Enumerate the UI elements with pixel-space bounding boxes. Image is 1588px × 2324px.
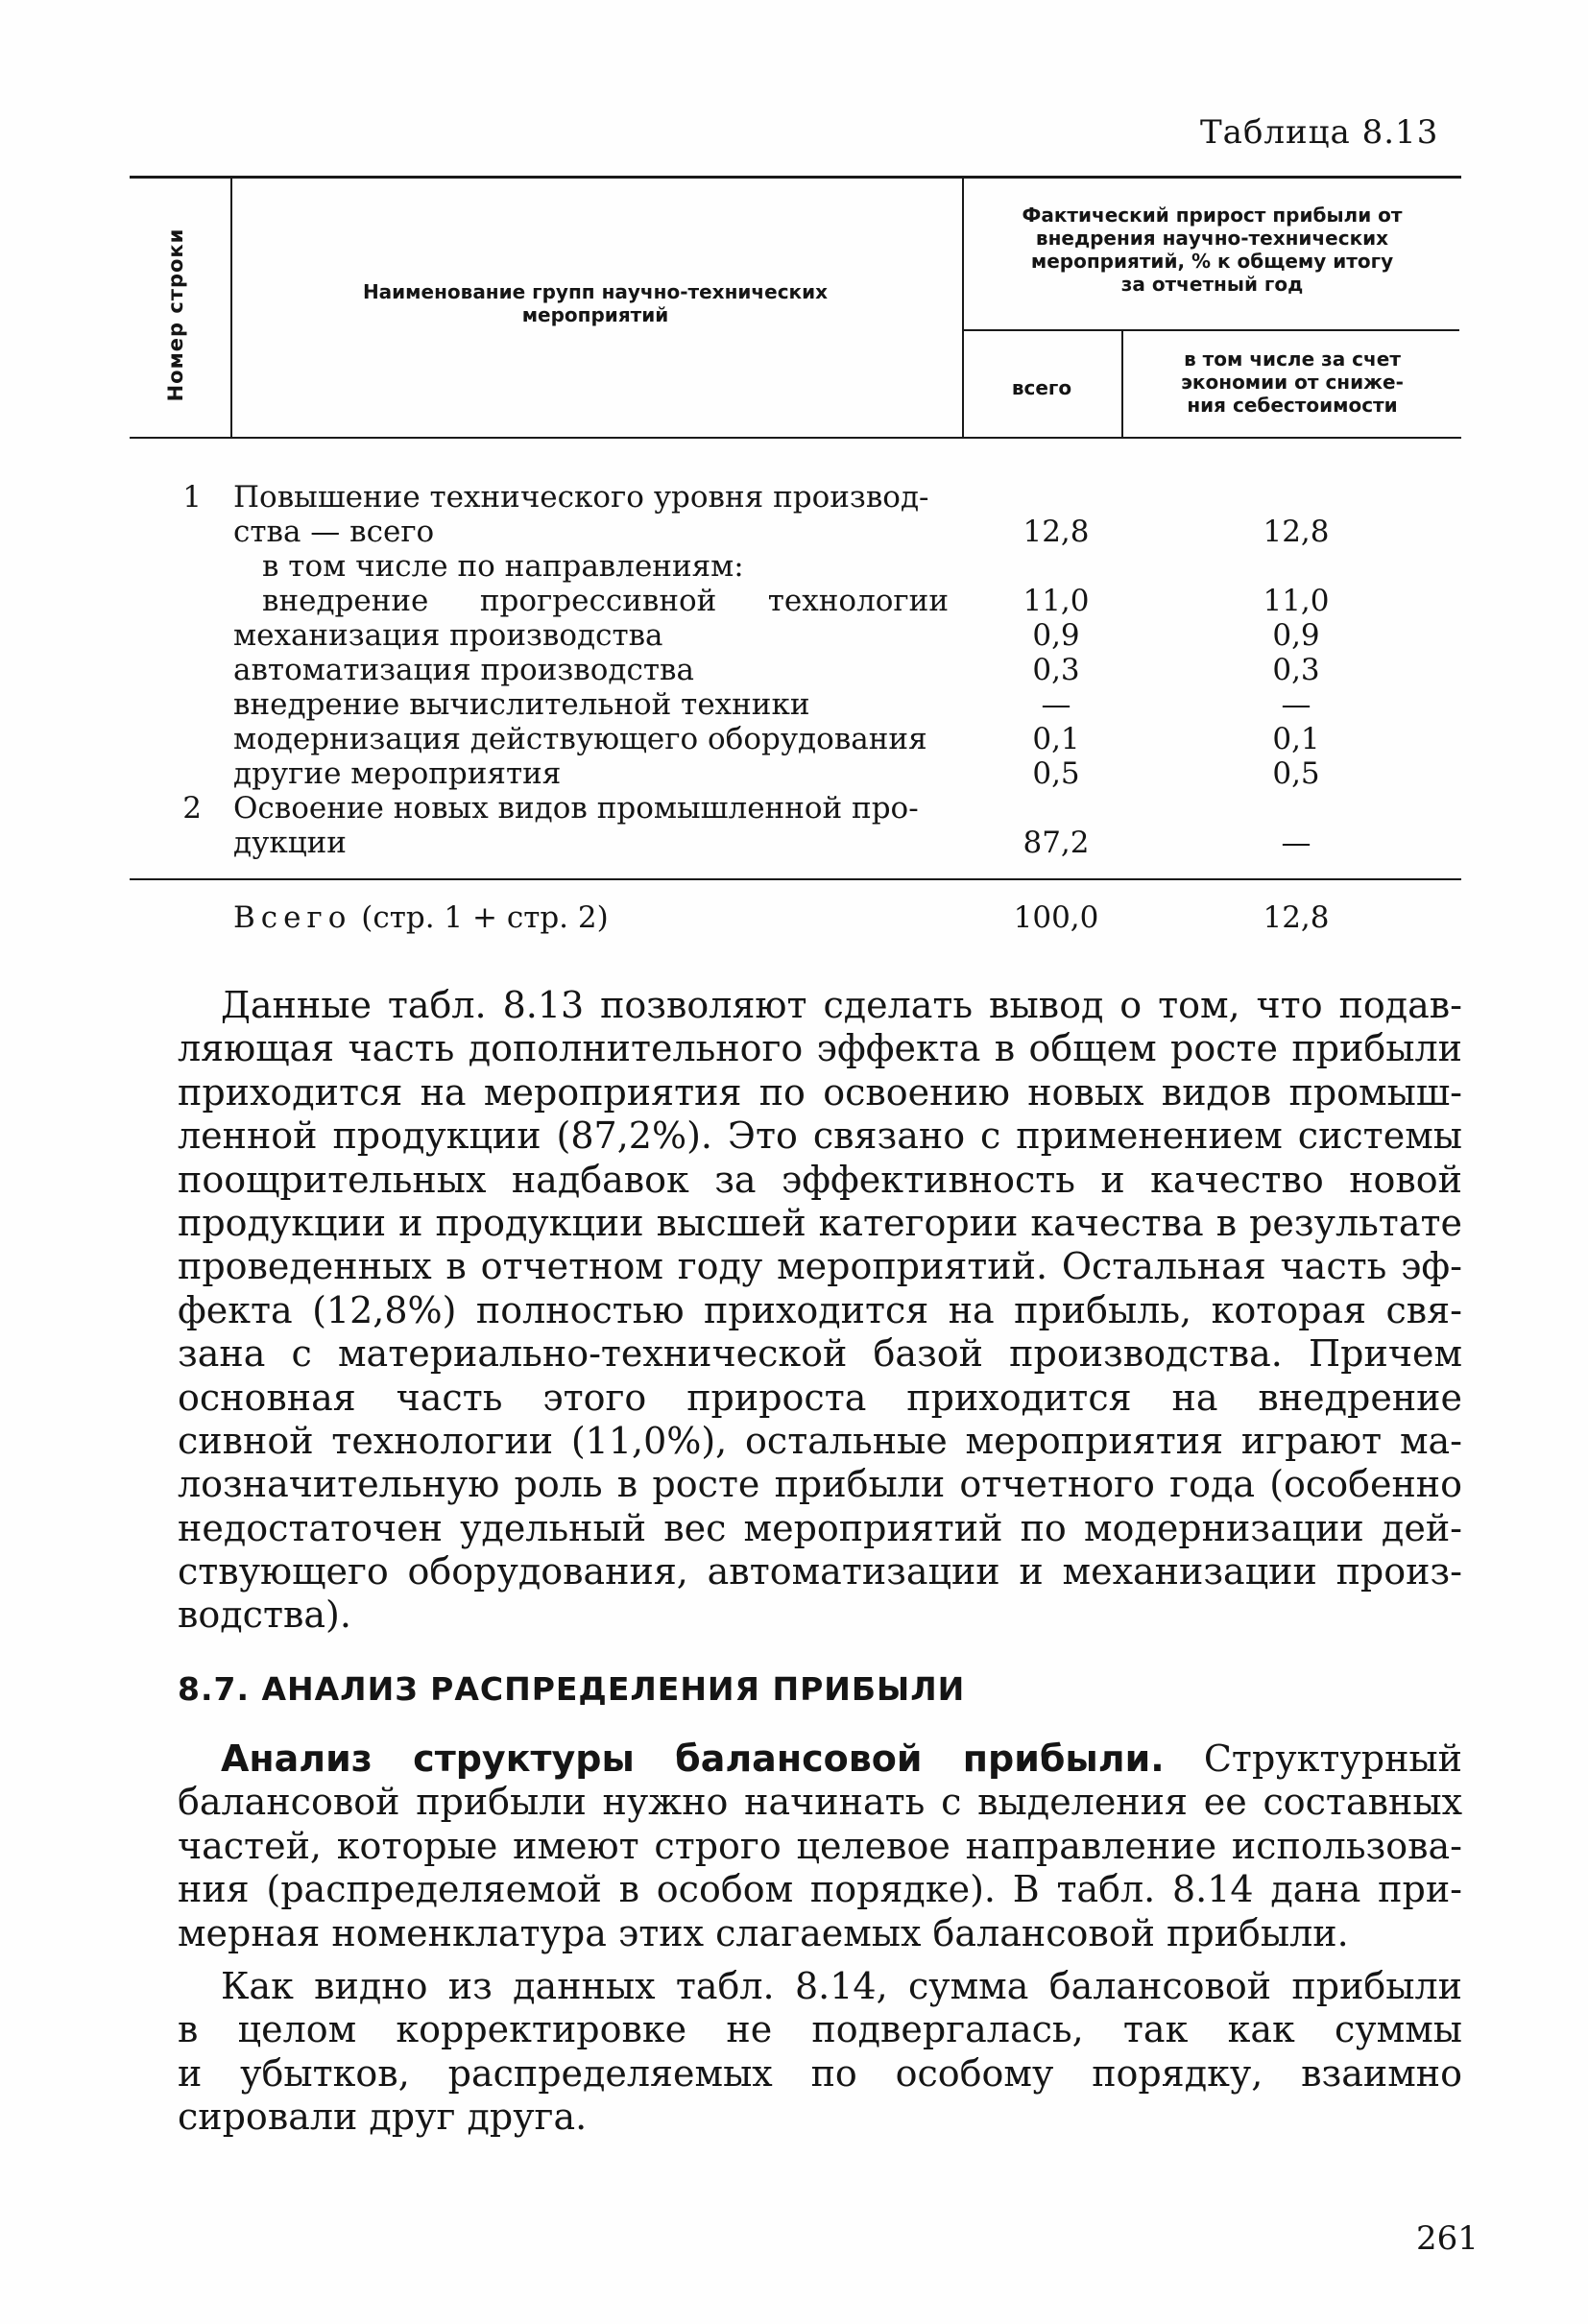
header-actual-growth-line: мероприятий, % к общему итогу — [1030, 250, 1394, 273]
text-line: сивной технологии (11,0%), остальные мероприятия играют ма- — [178, 1419, 1462, 1462]
row-label: Повышение технического уровня производ- — [233, 480, 929, 515]
table-footer-rule — [130, 878, 1461, 880]
header-actual-growth-line: за отчетный год — [1120, 273, 1304, 296]
text-line: фекта (12,8%) полностью приходится на прибыль, которая свя- — [178, 1288, 1462, 1331]
header-total: всего — [1011, 376, 1072, 399]
table-caption: Таблица 8.13 — [1200, 113, 1439, 152]
row-label: внедрение прогрессивной технологии — [262, 584, 949, 618]
text-line — [178, 1737, 1462, 1781]
col-divider-2 — [962, 178, 964, 439]
header-actual-growth — [970, 204, 1455, 296]
text-line: мерная номенклатура этих слагаемых балансовой прибыли. — [178, 1911, 1349, 1954]
header-group-name — [288, 280, 902, 326]
row-label: дукции — [233, 826, 347, 860]
row-label: механизация производства — [233, 618, 663, 653]
row-total: — — [1041, 687, 1071, 722]
header-actual-growth-line: внедрения научно-технических — [1035, 227, 1389, 250]
text-line: проведенных в отчетном году мероприятий. Остальная часть эф- — [178, 1245, 1462, 1288]
footer-total-word: Всего — [233, 900, 352, 935]
text-line: в целом корректировке не подвергалась, так как суммы — [178, 2008, 1462, 2051]
row-label: в том числе по направлениям: — [262, 549, 744, 584]
row-incl: 11,0 — [1263, 584, 1330, 618]
row-incl: — — [1281, 687, 1311, 722]
row-number: 2 — [182, 791, 202, 826]
header-actual-growth-line: Фактический прирост прибыли от — [1022, 204, 1403, 227]
header-incl-line: экономии от сниже- — [1181, 371, 1404, 394]
text-line: поощрительных надбавок за эффективность и качество новой — [178, 1158, 1462, 1201]
row-label: автоматизация производства — [233, 653, 694, 687]
row-total: 12,8 — [1023, 515, 1090, 549]
text-line: приходится на мероприятия по освоению новых видов промыш- — [178, 1070, 1462, 1114]
row-total: 11,0 — [1023, 584, 1090, 618]
page-number: 261 — [1416, 2219, 1479, 2258]
footer-total: 100,0 — [1013, 900, 1099, 935]
row-number: 1 — [182, 480, 202, 515]
table-footer-label — [233, 900, 609, 935]
paragraph-conclusion — [178, 984, 1462, 1638]
header-incl-cost-reduction — [1125, 347, 1459, 417]
text-line: сировали друг друга. — [178, 2096, 588, 2139]
header-bottom-rule — [130, 437, 1461, 439]
paragraph-balance-summary — [178, 1965, 1462, 2140]
footer-incl: 12,8 — [1263, 900, 1330, 935]
paragraph-lead-rest: Структурный — [1203, 1737, 1462, 1780]
text-line: лозначительную роль в росте прибыли отчетного года (особенно — [178, 1463, 1462, 1506]
header-incl-line: ния себестоимости — [1187, 394, 1398, 417]
text-line: недостаточен удельный вес мероприятий по модернизации дей- — [178, 1506, 1462, 1549]
row-label: ства — всего — [233, 515, 435, 549]
header-subrule — [962, 329, 1459, 331]
text-line: ленной продукции (87,2%). Это связано с применением системы — [178, 1114, 1462, 1158]
text-line: Данные табл. 8.13 позволяют сделать вывод о том, что подав- — [221, 984, 1462, 1026]
footer-total-formula: (стр. 1 + стр. 2) — [361, 900, 609, 935]
row-total: 0,1 — [1032, 722, 1080, 756]
text-line: ствующего оборудования, автоматизации и механизации произ- — [178, 1550, 1462, 1593]
col-divider-1 — [230, 178, 232, 439]
text-line: Как видно из данных табл. 8.14, сумма балансовой прибыли — [221, 1965, 1462, 2007]
row-total: 0,9 — [1032, 618, 1080, 653]
row-total: 87,2 — [1023, 826, 1090, 860]
row-label: Освоение новых видов промышленной про- — [233, 791, 919, 826]
row-incl: 12,8 — [1263, 515, 1330, 549]
paragraph-lead: Анализ структуры балансовой прибыли. — [221, 1737, 1165, 1780]
text-line: частей, которые имеют строго целевое направление использова- — [178, 1824, 1462, 1867]
text-line: продукции и продукции высшей категории качества в результате — [178, 1201, 1462, 1244]
paragraph-structure-analysis — [178, 1737, 1462, 1955]
row-label: модернизация действующего оборудования — [233, 722, 927, 756]
row-incl: 0,1 — [1272, 722, 1320, 756]
text-line: основная часть этого прироста приходится на внедрение — [178, 1376, 1462, 1419]
row-incl: 0,9 — [1272, 618, 1320, 653]
row-label: внедрение вычислительной техники — [233, 687, 810, 722]
row-incl: 0,3 — [1272, 653, 1320, 687]
header-incl-line: в том числе за счет — [1184, 347, 1401, 371]
text-line: ляющая часть дополнительного эффекта в общем росте прибыли — [178, 1027, 1462, 1070]
text-line: балансовой прибыли нужно начинать с выделения ее составных — [178, 1781, 1462, 1824]
row-label: другие мероприятия — [233, 756, 562, 791]
table-top-rule — [130, 176, 1461, 179]
text-line: зана с материально-технической базой производства. Причем — [178, 1332, 1462, 1376]
col-divider-3 — [1121, 331, 1123, 439]
text-line: ния (распределяемой в особом порядке). В табл. 8.14 дана при- — [178, 1868, 1462, 1911]
header-group-name-text: Наименование групп научно-технических мероприятий — [362, 280, 829, 326]
row-incl: — — [1281, 826, 1311, 860]
section-heading: 8.7. АНАЛИЗ РАСПРЕДЕЛЕНИЯ ПРИБЫЛИ — [178, 1670, 966, 1708]
text-line: водства). — [178, 1593, 351, 1637]
text-line: и убытков, распределяемых по особому порядку, взаимно — [178, 2051, 1462, 2095]
row-incl: 0,5 — [1272, 756, 1320, 791]
row-total: 0,5 — [1032, 756, 1080, 791]
header-row-number: Номер строки — [164, 228, 187, 402]
row-total: 0,3 — [1032, 653, 1080, 687]
